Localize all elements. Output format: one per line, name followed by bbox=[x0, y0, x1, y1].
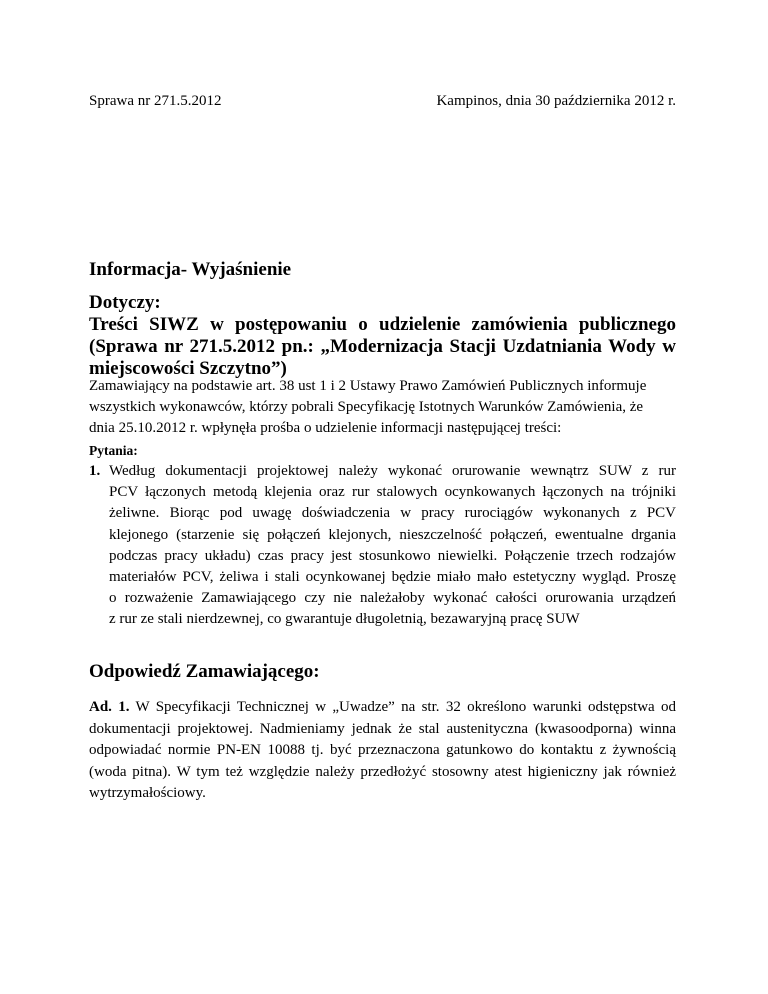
question-line: klejonego (starzenie się połączeń klejonych, nieszczelność połączeń, ewentualne drgania bbox=[109, 526, 676, 543]
subject-block bbox=[89, 292, 676, 380]
answer-line bbox=[89, 697, 676, 719]
case-number: Sprawa nr 271.5.2012 bbox=[89, 93, 222, 109]
question-line: żeliwne. Biorąc pod uwagę doświadczenia w pracy rurociągów wykonanych z PCV bbox=[109, 505, 676, 522]
answer-line: (woda pitna). W tym też względzie należy przedłożyć stosowny atest higieniczny jak również bbox=[89, 763, 676, 780]
question-line: podczas pracy układu) czas pracy jest stosunkowo niewielki. Połączenie trzech rodzajów bbox=[109, 547, 676, 564]
answer-heading: Odpowiedź Zamawiającego: bbox=[89, 661, 320, 682]
intro-paragraph bbox=[89, 376, 676, 439]
intro-line: wszystkich wykonawców, którzy pobrali Specyfikację Istotnych Warunków Zamówienia, że bbox=[89, 399, 644, 415]
question-line: materiałów PCV, żeliwa i stali ocynkowanej będzie miało mało estetyczny wygląd. Proszę bbox=[109, 569, 676, 586]
answer-line-text: W Specyfikacji Technicznej w „Uwadze” na str. 32 określono warunki odstępstwa od bbox=[129, 699, 676, 715]
place-and-date: Kampinos, dnia 30 października 2012 r. bbox=[436, 93, 676, 109]
subject-line: miejscowości Szczytno”) bbox=[89, 358, 287, 379]
question-text bbox=[109, 461, 676, 631]
subject-line: Treści SIWZ w postępowaniu o udzielenie zamówienia publicznego bbox=[89, 314, 676, 335]
answer-line: wytrzymałościowy. bbox=[89, 785, 206, 801]
question-line: Według dokumentacji projektowej należy wykonać orurowanie wewnątrz SUW z rur bbox=[109, 463, 676, 479]
subject-line: (Sprawa nr 271.5.2012 pn.: „Modernizacja Stacji Uzdatniania Wody w bbox=[89, 336, 676, 357]
question-line: z rur ze stali nierdzewnej, co gwarantuje długoletnią, bezawaryjną pracę SUW bbox=[109, 611, 580, 628]
document-title: Informacja- Wyjaśnienie bbox=[89, 259, 292, 280]
answer-ad-label: Ad. 1. bbox=[89, 699, 130, 715]
answer-paragraph bbox=[89, 697, 676, 805]
answer-line: odpowiadać normie PN-EN 10088 tj. być przeznaczona gatunkowo do kontaktu z żywnością bbox=[89, 742, 676, 758]
question-line: PCV łączonych metodą klejenia oraz rur stalowych ocynkowanych łączonych na trójniki bbox=[109, 484, 676, 501]
question-number: 1. bbox=[89, 463, 101, 479]
intro-line: Zamawiający na podstawie art. 38 ust 1 i 2 Ustawy Prawo Zamówień Publicznych informuje bbox=[89, 378, 647, 394]
question-item bbox=[89, 461, 676, 631]
answer-line: dokumentacji projektowej. Nadmieniamy jednak że stal austenityczna (kwasoodporna) winna bbox=[89, 720, 676, 737]
intro-line: dnia 25.10.2012 r. wpłynęła prośba o udzielenie informacji następującej treści: bbox=[89, 420, 562, 436]
questions-label: Pytania: bbox=[89, 443, 138, 458]
question-line: o rozważenie Zamawiającego czy nie należałoby wykonać całości orurowania urządzeń bbox=[109, 590, 676, 607]
subject-label: Dotyczy: bbox=[89, 292, 161, 313]
